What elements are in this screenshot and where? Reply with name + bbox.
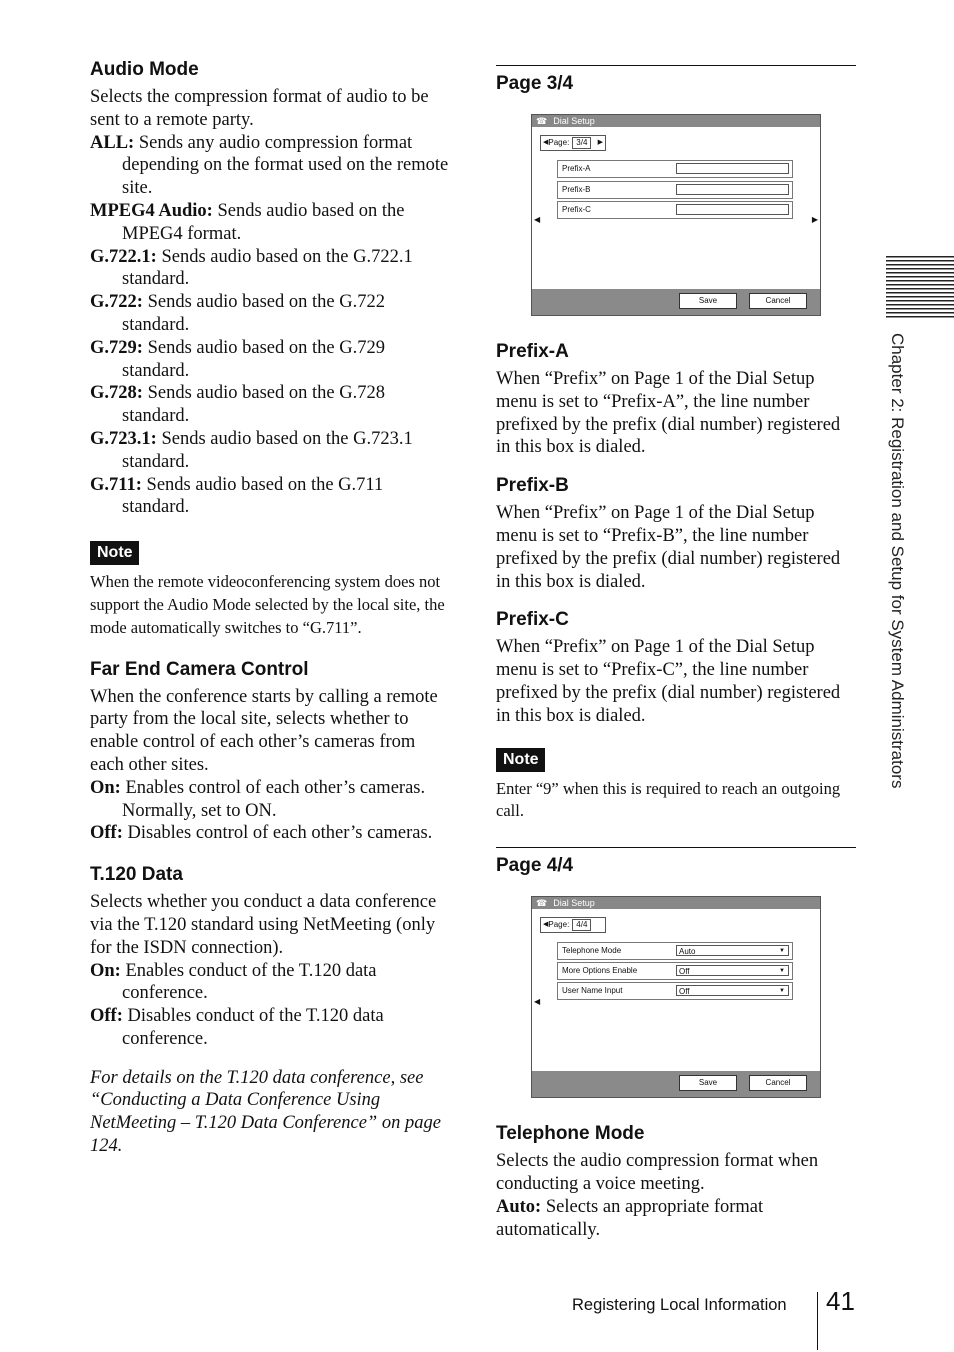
note-badge: Note xyxy=(496,748,545,772)
prefix-c-text: When “Prefix” on Page 1 of the Dial Setup menu is set to “Prefix-C”, the line number prefixed by the prefix (dial number) registered in this box is dialed. xyxy=(496,637,841,726)
far-end-intro: When the conference starts by calling a remote party from the local site, selects whether to enable control of each other’s cameras from each other sites. xyxy=(90,686,438,775)
prefix-a-text: When “Prefix” on Page 1 of the Dial Setup menu is set to “Prefix-A”, the line number prefixed by the prefix (dial number) registered in this box is dialed. xyxy=(496,369,841,458)
definition-item: On: Enables control of each other’s cameras. Normally, set to ON. xyxy=(90,777,426,821)
page3-heading: Page 3/4 xyxy=(496,73,574,94)
page-right-arrow-icon[interactable]: ▶ xyxy=(597,139,603,146)
definition-item: On: Enables conduct of the T.120 data conference. xyxy=(90,960,377,1004)
screen-title: Dial Setup xyxy=(553,116,595,126)
audio-mode-intro: Selects the compression format of audio to be sent to a remote party. xyxy=(90,87,429,130)
page-selector[interactable]: ◀ Page: 3/4 ▶ xyxy=(540,135,606,151)
note-text: Enter “9” when this is required to reach an outgoing call. xyxy=(496,778,841,821)
far-end-heading: Far End Camera Control xyxy=(90,658,309,680)
audio-mode-heading: Audio Mode xyxy=(90,59,199,80)
chapter-title: Chapter 2: Registration and Setup for System Administrators xyxy=(888,333,907,789)
definition-item: ALL: Sends any audio compression format depending on the format used on the remote site. xyxy=(90,132,449,199)
t120-reference: For details on the T.120 data conference, see “Conducting a Data Conference Using NetMeeting – T.120 Data Conference” on page 124. xyxy=(90,1067,441,1157)
prefix-a-heading: Prefix-A xyxy=(496,341,569,362)
cancel-button[interactable]: Cancel xyxy=(749,293,807,309)
scroll-right-arrow-icon[interactable]: ▶ xyxy=(811,215,818,224)
dial-setup-screen-page3 xyxy=(531,114,821,316)
scroll-left-arrow-icon[interactable]: ◀ xyxy=(534,997,541,1007)
definition-item: Off: Disables control of each other’s cameras. xyxy=(90,823,433,844)
screen-title: Dial Setup xyxy=(553,898,595,909)
save-button[interactable]: Save xyxy=(679,1075,737,1091)
prefix-c-input[interactable] xyxy=(676,204,789,215)
note-badge: Note xyxy=(90,541,139,565)
cancel-button[interactable]: Cancel xyxy=(749,1075,807,1091)
prefix-a-row[interactable]: Prefix-A xyxy=(557,160,793,178)
definition-item: G.729: Sends audio based on the G.729 standard. xyxy=(90,337,385,381)
page-number: 41 xyxy=(826,1286,855,1316)
scroll-left-arrow-icon[interactable]: ◀ xyxy=(534,215,541,224)
phone-icon: ☎ xyxy=(536,116,548,126)
dropdown-arrow-icon: ▼ xyxy=(779,948,785,955)
screen-titlebar xyxy=(532,115,820,127)
t120-heading: T.120 Data xyxy=(90,864,183,886)
screen-footer xyxy=(532,1071,820,1097)
phone-icon: ☎ xyxy=(536,898,548,909)
page-selector[interactable]: ◀ Page: 4/4 xyxy=(540,917,606,933)
dial-setup-screen-page4 xyxy=(531,896,821,1098)
prefix-b-text: When “Prefix” on Page 1 of the Dial Setup menu is set to “Prefix-B”, the line number prefixed by the prefix (dial number) registered in this box is dialed. xyxy=(496,503,841,592)
definition-item: Auto: Selects an appropriate format automatically. xyxy=(496,1196,764,1240)
definition-item: Off: Disables conduct of the T.120 data conference. xyxy=(90,1006,384,1049)
definition-item: G.722.1: Sends audio based on the G.722.1 standard. xyxy=(90,246,413,290)
screen-titlebar xyxy=(532,897,820,909)
prefix-b-row[interactable]: Prefix-B xyxy=(557,181,793,199)
definition-item: G.728: Sends audio based on the G.728 standard. xyxy=(90,383,385,427)
note-block xyxy=(90,541,452,639)
screen-footer xyxy=(532,289,820,315)
page3-section xyxy=(496,65,856,96)
dropdown-arrow-icon: ▼ xyxy=(779,968,785,975)
right-column xyxy=(496,65,856,1241)
definition-item: G.723.1: Sends audio based on the G.723.1 standard. xyxy=(90,428,413,472)
page-left-arrow-icon[interactable]: ◀ xyxy=(543,139,549,146)
save-button[interactable]: Save xyxy=(679,293,737,309)
telephone-mode-select[interactable]: Auto ▼ xyxy=(676,945,789,956)
telephone-mode-intro: Selects the audio compression format when conducting a voice meeting. xyxy=(496,1151,819,1194)
footer-divider xyxy=(817,1292,818,1350)
left-column xyxy=(90,58,452,1158)
note-block xyxy=(496,748,856,824)
definition-item: MPEG4 Audio: Sends audio based on the MPEG4 format. xyxy=(90,200,405,244)
more-options-row[interactable]: More Options Enable Off ▼ xyxy=(557,962,793,980)
prefix-b-input[interactable] xyxy=(676,184,789,195)
page-number: 4/4 xyxy=(572,919,591,931)
prefix-c-row[interactable]: Prefix-C xyxy=(557,201,793,219)
t120-intro: Selects whether you conduct a data conference via the T.120 standard using NetMeeting (only for the ISDN connection). xyxy=(90,892,437,958)
user-name-input-row[interactable]: User Name Input Off ▼ xyxy=(557,982,793,1000)
telephone-mode-row[interactable]: Telephone Mode Auto ▼ xyxy=(557,942,793,960)
page-number: 3/4 xyxy=(572,137,591,149)
user-name-input-select[interactable]: Off ▼ xyxy=(676,985,789,996)
prefix-a-input[interactable] xyxy=(676,163,789,174)
page-left-arrow-icon[interactable]: ◀ xyxy=(543,921,549,929)
dropdown-arrow-icon: ▼ xyxy=(779,988,785,995)
note-text: When the remote videoconferencing system does not support the Audio Mode selected by the local site, the mode automatically switches to “G.711”. xyxy=(90,572,445,637)
definition-item: G.722: Sends audio based on the G.722 standard. xyxy=(90,292,385,335)
telephone-mode-heading: Telephone Mode xyxy=(496,1123,645,1145)
more-options-select[interactable]: Off ▼ xyxy=(676,965,789,976)
page4-heading: Page 4/4 xyxy=(496,855,574,877)
footer-section-label: Registering Local Information xyxy=(572,1296,787,1314)
prefix-c-heading: Prefix-C xyxy=(496,609,569,631)
page4-section xyxy=(496,847,856,878)
definition-item: G.711: Sends audio based on the G.711 standard. xyxy=(90,474,384,518)
prefix-b-heading: Prefix-B xyxy=(496,475,569,497)
